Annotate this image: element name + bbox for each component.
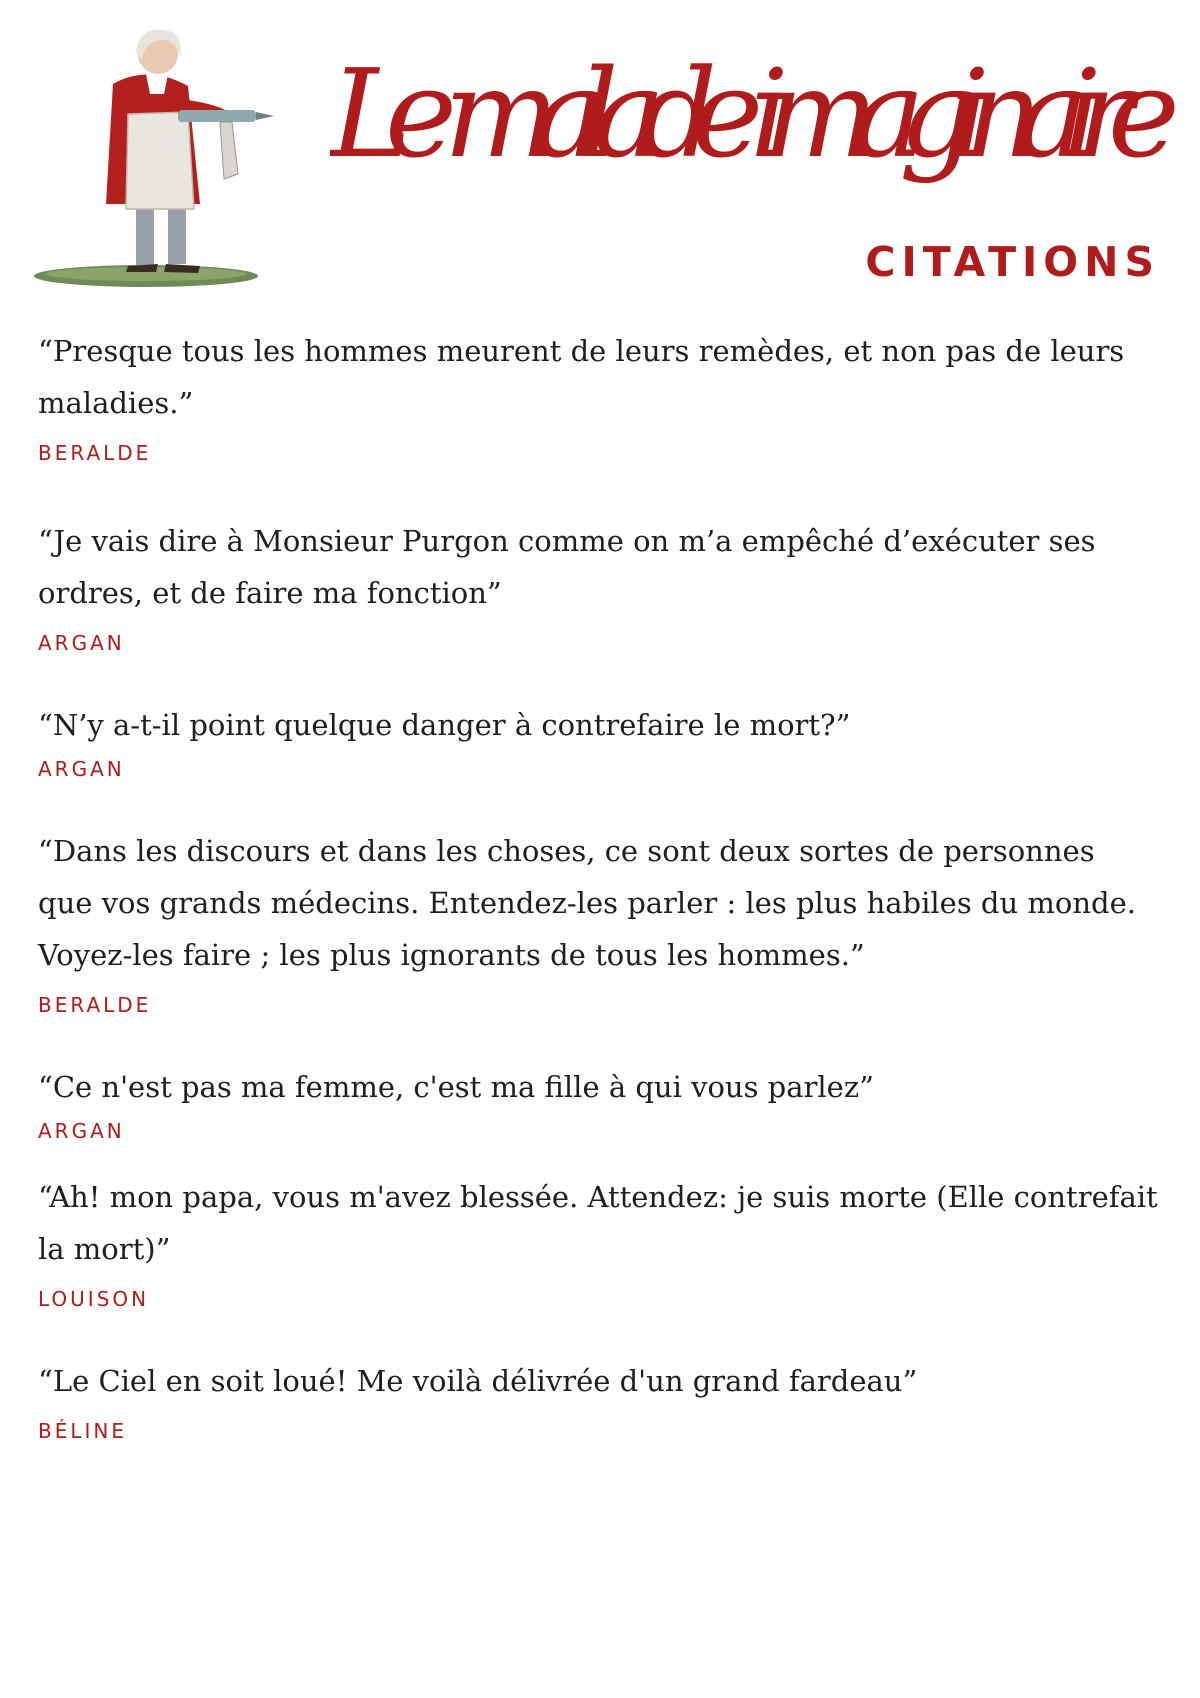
quote-block [38, 825, 1158, 1019]
quote-speaker: BERALDE [38, 441, 152, 465]
subtitle: CITATIONS [865, 238, 1160, 286]
quote-text: “Ce n'est pas ma femme, c'est ma fille à qui vous parlez” [38, 1070, 874, 1104]
quote-block [38, 1171, 1158, 1313]
quote-speaker: BÉLINE [38, 1419, 127, 1443]
quote-block [38, 515, 1158, 657]
quote-text: “Dans les discours et dans les choses, ce sont deux sortes de personnes que vos grands médecins. Entendez-les parler : les plus habiles du monde. Voyez-les faire ; les plus ignorants de tous les hommes.” [38, 834, 1136, 972]
quote-text: “Le Ciel en soit loué! Me voilà délivrée d'un grand fardeau” [38, 1364, 918, 1398]
quote-block [38, 699, 1158, 783]
quote-speaker: ARGAN [38, 631, 125, 655]
quote-speaker: ARGAN [38, 1119, 125, 1143]
header [0, 0, 1200, 310]
title [330, 6, 1190, 236]
quote-block [38, 1355, 1158, 1445]
quote-text: “N’y a-t-il point quelque danger à contrefaire le mort?” [38, 708, 851, 742]
quotes-list [38, 325, 1158, 1445]
quote-text: “Ah! mon papa, vous m'avez blessée. Attendez: je suis morte (Elle contrefait la mort)” [38, 1180, 1158, 1266]
quote-text: “Je vais dire à Monsieur Purgon comme on m’a empêché d’exécuter ses ordres, et de faire ma fonction” [38, 524, 1096, 610]
quote-speaker: BERALDE [38, 993, 152, 1017]
quote-block [38, 325, 1158, 467]
character-illustration [28, 14, 278, 299]
quote-speaker: ARGAN [38, 757, 125, 781]
quote-block [38, 1061, 1158, 1145]
quote-speaker: LOUISON [38, 1287, 150, 1311]
title-text: Le malade imaginaire [330, 43, 1181, 185]
quote-text: “Presque tous les hommes meurent de leurs remèdes, et non pas de leurs maladies.” [38, 334, 1125, 420]
